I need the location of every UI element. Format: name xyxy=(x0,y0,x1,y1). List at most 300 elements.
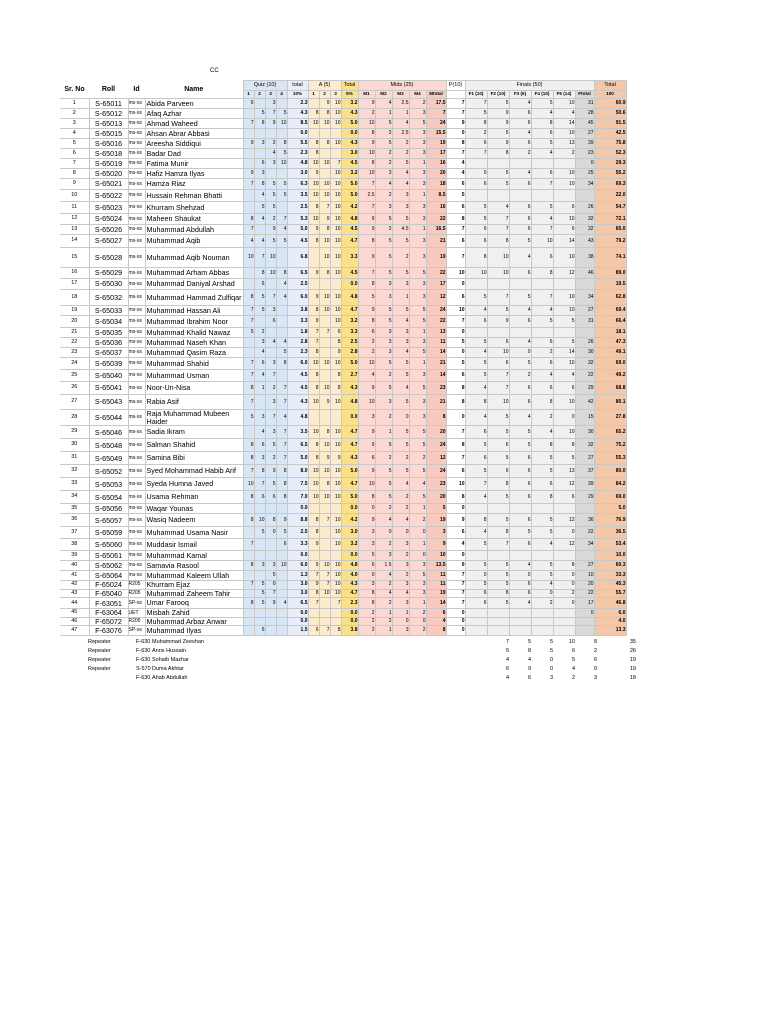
mid-cell: 4 xyxy=(392,382,409,395)
mid-col-header: Mtotal xyxy=(426,91,446,99)
table-row xyxy=(60,248,626,268)
final-cell xyxy=(509,328,531,338)
assignment-cell xyxy=(308,504,319,514)
quiz-cell: 7 xyxy=(243,539,254,551)
mid-cell: 7 xyxy=(358,179,375,190)
assignment-cell: 10 xyxy=(330,539,341,551)
final-cell: 6 xyxy=(509,581,531,590)
repeater-final-cell: 5 xyxy=(549,639,553,645)
quiz-cell: 7 xyxy=(243,465,254,478)
quiz-cell: 8 xyxy=(276,478,287,491)
assignment-cell xyxy=(308,551,319,561)
table-row xyxy=(60,328,626,338)
roll-cell: S-65027 xyxy=(89,235,128,248)
mid-cell: 2 xyxy=(392,149,409,159)
assignment-cell: 7 xyxy=(308,571,319,581)
quiz-total-cell: 3.0 xyxy=(287,169,308,179)
quiz-total-cell: 0.0 xyxy=(287,129,308,139)
id-cell: ms-ss xyxy=(128,214,145,225)
assignment-total-cell: 4.8 xyxy=(341,290,358,306)
name-cell: Hafiz Hamza Ilyas xyxy=(145,169,243,179)
grand-total-cell: 84.2 xyxy=(594,478,626,491)
assignment-cell: 8 xyxy=(319,225,330,235)
assignment-cell: 9 xyxy=(319,214,330,225)
roll-cell: S-65033 xyxy=(89,306,128,316)
final-cell: 10 xyxy=(553,179,575,190)
sr-no-cell: 40 xyxy=(60,561,89,571)
assignment-total-cell: 4.3 xyxy=(341,139,358,149)
quiz-cell: 7 xyxy=(243,306,254,316)
quiz-cell: 5 xyxy=(265,235,276,248)
roll-cell: F-65072 xyxy=(89,617,128,626)
mid-cell: 3 xyxy=(375,279,392,290)
mid-total-cell: 9 xyxy=(426,539,446,551)
grand-total-cell: 27.8 xyxy=(594,410,626,426)
quiz-col-header: 3 xyxy=(265,91,276,99)
assignment-cell: 10 xyxy=(330,190,341,202)
final-cell: 4 xyxy=(531,581,553,590)
assignment-cell: 8 xyxy=(308,109,319,119)
quiz-cell xyxy=(254,539,265,551)
mid-cell: 3 xyxy=(392,598,409,609)
p-cell: 7 xyxy=(446,248,465,268)
quiz-cell xyxy=(276,202,287,214)
quiz-cell: 3 xyxy=(254,169,265,179)
final-cell: 6 xyxy=(509,202,531,214)
assignment-total-cell: 2.8 xyxy=(341,348,358,358)
mid-cell: 7 xyxy=(358,202,375,214)
roll-cell: S-65048 xyxy=(89,439,128,452)
mid-cell: 2.5 xyxy=(358,190,375,202)
quiz-cell xyxy=(243,129,254,139)
final-cell: 7 xyxy=(487,539,509,551)
name-cell: Muhammad Usama Nasir xyxy=(145,527,243,539)
quiz-cell: 5 xyxy=(243,328,254,338)
quiz-cell: 5 xyxy=(254,290,265,306)
final-cell: 6 xyxy=(509,316,531,328)
quiz-total-cell: 5.3 xyxy=(287,214,308,225)
quiz-cell: 4 xyxy=(243,235,254,248)
assignment-total-cell: 4.3 xyxy=(341,452,358,465)
final-total-cell: 25 xyxy=(575,169,594,179)
sr-no-cell: 3 xyxy=(60,119,89,129)
id-cell: ms-ss xyxy=(128,99,145,109)
final-cell: 6 xyxy=(465,225,487,235)
assignment-cell xyxy=(330,279,341,290)
assignment-cell: 10 xyxy=(330,439,341,452)
final-total-cell: 15 xyxy=(575,410,594,426)
quiz-cell: 5 xyxy=(265,571,276,581)
roll-cell: S-65028 xyxy=(89,248,128,268)
final-cell: 7 xyxy=(487,214,509,225)
mid-cell: 2 xyxy=(392,571,409,581)
mid-cell: 2 xyxy=(375,617,392,626)
quiz-total-cell: 6.0 xyxy=(287,358,308,370)
name-cell: Muhammad Aqib Nouman xyxy=(145,248,243,268)
final-col-header: F4 (10) xyxy=(531,91,553,99)
mid-cell: 2 xyxy=(392,551,409,561)
mid-cell: 2 xyxy=(409,626,426,636)
mid-cell: 4 xyxy=(375,99,392,109)
mid-total-cell: 16 xyxy=(426,159,446,169)
assignment-total-cell: 3.0 xyxy=(341,149,358,159)
mid-cell: 1 xyxy=(409,539,426,551)
mid-cell: 2 xyxy=(358,617,375,626)
final-total-cell: 45 xyxy=(575,119,594,129)
final-cell: 4 xyxy=(487,202,509,214)
final-cell: 8 xyxy=(465,119,487,129)
table-row xyxy=(60,561,626,571)
p-cell: 7 xyxy=(446,109,465,119)
final-cell: 0 xyxy=(509,571,531,581)
quiz-cell: 6 xyxy=(254,491,265,504)
final-cell: 8 xyxy=(531,119,553,129)
quiz-cell xyxy=(276,129,287,139)
assignment-cell xyxy=(319,410,330,426)
assignment-cell: 7 xyxy=(308,338,319,348)
p-cell: 8 xyxy=(446,395,465,410)
mid-cell: 5 xyxy=(375,248,392,268)
final-total-cell: 32 xyxy=(575,439,594,452)
mid-cell: 10 xyxy=(358,395,375,410)
p-cell: 0 xyxy=(446,279,465,290)
quiz-cell: 7 xyxy=(243,316,254,328)
quiz-cell: 3 xyxy=(265,426,276,439)
table-row xyxy=(60,439,626,452)
mid-cell: 3 xyxy=(358,539,375,551)
roll-cell: S-65029 xyxy=(89,268,128,279)
name-cell: Ahsan Abrar Abbasi xyxy=(145,129,243,139)
final-total-cell: 27 xyxy=(575,306,594,316)
final-cell xyxy=(553,279,575,290)
final-cell: 6 xyxy=(531,478,553,491)
roll-cell: S-65040 xyxy=(89,370,128,382)
roll-cell: S-65054 xyxy=(89,491,128,504)
quiz-total-cell: 2.8 xyxy=(287,338,308,348)
p-cell: 6 xyxy=(446,465,465,478)
assignment-cell xyxy=(319,338,330,348)
p-cell: 9 xyxy=(446,514,465,527)
repeater-final-cell: 6 xyxy=(505,666,509,672)
mid-cell: 5 xyxy=(409,571,426,581)
mid-cell: 2 xyxy=(375,225,392,235)
assignment-cell: 9 xyxy=(308,561,319,571)
assignment-total-cell: 4.5 xyxy=(341,268,358,279)
repeater-final-cell: 3 xyxy=(549,675,553,681)
id-cell: ms-ss xyxy=(128,338,145,348)
p-cell: 9 xyxy=(446,561,465,571)
mid-cell: 10 xyxy=(358,169,375,179)
mid-total-cell: 11 xyxy=(426,571,446,581)
quiz-cell: 5 xyxy=(265,190,276,202)
quiz-cell xyxy=(243,551,254,561)
final-cell xyxy=(553,609,575,618)
final-cell: 5 xyxy=(465,290,487,306)
quiz-cell: 4 xyxy=(265,149,276,159)
assignment-total-cell: 4.8 xyxy=(341,214,358,225)
final-cell: 6 xyxy=(465,589,487,598)
quiz-total-cell: 2.3 xyxy=(287,149,308,159)
grand-total-cell: 79.2 xyxy=(594,235,626,248)
sr-no-cell: 32 xyxy=(60,465,89,478)
mid-total-cell: 14 xyxy=(426,348,446,358)
quiz-cell: 7 xyxy=(243,119,254,129)
final-cell xyxy=(553,328,575,338)
grand-total-cell: 91.5 xyxy=(594,119,626,129)
assignment-cell xyxy=(308,248,319,268)
final-total-cell xyxy=(575,617,594,626)
final-cell xyxy=(487,551,509,561)
assignment-cell: 10 xyxy=(330,478,341,491)
mid-cell: 3 xyxy=(409,109,426,119)
final-cell: 8 xyxy=(553,439,575,452)
table-row xyxy=(60,491,626,504)
mid-cell: 2 xyxy=(392,491,409,504)
quiz-cell xyxy=(254,504,265,514)
assignment-total-cell: 5.0 xyxy=(341,491,358,504)
roll-cell: S-65034 xyxy=(89,316,128,328)
quiz-cell: 8 xyxy=(243,290,254,306)
grand-total-cell: 69.4 xyxy=(594,306,626,316)
assignment-cell: 10 xyxy=(330,306,341,316)
p-cell: 0 xyxy=(446,328,465,338)
roll-cell: S-65053 xyxy=(89,478,128,491)
final-cell: 5 xyxy=(509,235,531,248)
name-cell: Muhammad Naseh Khan xyxy=(145,338,243,348)
quiz-total-cell: 6.0 xyxy=(287,561,308,571)
id-header: Id xyxy=(133,85,140,93)
quiz-cell: 4 xyxy=(276,290,287,306)
name-cell: Muhammad Shahid xyxy=(145,358,243,370)
assignment-cell: 9 xyxy=(308,316,319,328)
mid-cell: 1.5 xyxy=(375,561,392,571)
id-cell: SP-ss xyxy=(128,626,145,636)
final-total-cell: 0 xyxy=(575,159,594,169)
table-row xyxy=(60,465,626,478)
final-cell: 6 xyxy=(509,139,531,149)
p-cell: 8 xyxy=(446,214,465,225)
mid-cell: 9 xyxy=(358,99,375,109)
quiz-cell: 7 xyxy=(276,439,287,452)
mid-cell: 3 xyxy=(375,551,392,561)
final-cell: 6 xyxy=(553,382,575,395)
quiz-cell xyxy=(276,609,287,618)
final-cell xyxy=(509,617,531,626)
table-row xyxy=(60,609,626,618)
final-cell: 4 xyxy=(509,410,531,426)
mid-cell: 3 xyxy=(409,290,426,306)
sr-no-cell: 45 xyxy=(60,609,89,618)
final-cell: 6 xyxy=(465,179,487,190)
final-cell: 10 xyxy=(487,348,509,358)
sr-no-cell: 25 xyxy=(60,370,89,382)
final-cell: 6 xyxy=(509,109,531,119)
final-col-header: Ftotal xyxy=(575,91,594,99)
mid-cell: 4 xyxy=(392,514,409,527)
assignment-total-cell: 3.3 xyxy=(341,328,358,338)
mid-cell: 4 xyxy=(409,478,426,491)
quiz-cell: 5 xyxy=(243,410,254,426)
quiz-cell: 7 xyxy=(265,109,276,119)
p-cell: 7 xyxy=(446,598,465,609)
roll-cell: S-65035 xyxy=(89,328,128,338)
roll-cell: F-65024 xyxy=(89,581,128,590)
final-cell: 10 xyxy=(553,306,575,316)
id-cell: ms-ss xyxy=(128,370,145,382)
p-cell: 7 xyxy=(446,316,465,328)
quiz-cell: 3 xyxy=(265,358,276,370)
assignment-cell: 10 xyxy=(330,179,341,190)
final-cell: 10 xyxy=(553,248,575,268)
name-cell: Muhammad Abdullah xyxy=(145,225,243,235)
table-row xyxy=(60,109,626,119)
mid-total-cell: 17 xyxy=(426,279,446,290)
p-cell: 6 xyxy=(446,290,465,306)
quiz-cell xyxy=(265,169,276,179)
assignment-total-cell: 0.0 xyxy=(341,504,358,514)
assignment-total-cell: 3.2 xyxy=(341,169,358,179)
final-cell: 6 xyxy=(487,439,509,452)
grand-total-cell: 80.0 xyxy=(594,465,626,478)
grand-total-cell: 80.1 xyxy=(594,395,626,410)
sr-no-cell: 41 xyxy=(60,571,89,581)
mid-cell: 4 xyxy=(392,478,409,491)
name-cell: Areesha Siddiqui xyxy=(145,139,243,149)
final-cell: 4 xyxy=(531,539,553,551)
final-cell: 9 xyxy=(487,139,509,149)
repeater-final-cell: 5 xyxy=(549,648,553,654)
table-row xyxy=(60,225,626,235)
final-cell: 10 xyxy=(487,248,509,268)
mid-cell: 8 xyxy=(358,235,375,248)
assignment-cell xyxy=(319,617,330,626)
mid-cell: 3 xyxy=(392,581,409,590)
grand-total-cell: 69.3 xyxy=(594,179,626,190)
quiz-cell: 4 xyxy=(265,338,276,348)
name-header: Name xyxy=(184,85,204,93)
sr-no-cell: 46 xyxy=(60,617,89,626)
final-cell: 12 xyxy=(553,514,575,527)
name-cell: Khurram Ejaz xyxy=(145,581,243,590)
id-cell: ms-ss xyxy=(128,514,145,527)
final-cell: 6 xyxy=(465,452,487,465)
quiz-cell: 6 xyxy=(254,358,265,370)
sr-no-cell: 43 xyxy=(60,589,89,598)
final-cell: 8 xyxy=(487,589,509,598)
mid-total-cell: 16 xyxy=(426,202,446,214)
final-total-cell: 34 xyxy=(575,290,594,306)
name-cell: Muhammad Kamal xyxy=(145,551,243,561)
assignment-cell xyxy=(319,551,330,561)
sheet-label: CC xyxy=(210,68,219,74)
final-cell xyxy=(509,609,531,618)
id-cell: ms-ss xyxy=(128,169,145,179)
assignment-cell xyxy=(319,348,330,358)
final-cell: 9 xyxy=(487,119,509,129)
assignment-cell xyxy=(330,149,341,159)
mid-total-cell: 23 xyxy=(426,478,446,491)
final-total-cell: 27 xyxy=(575,452,594,465)
mid-cell: 5 xyxy=(392,426,409,439)
final-cell xyxy=(509,626,531,636)
assignment-cell: 10 xyxy=(330,589,341,598)
quiz-cell: 10 xyxy=(276,561,287,571)
assignment-total-cell: 4.2 xyxy=(341,202,358,214)
final-cell xyxy=(509,190,531,202)
final-cell: 5 xyxy=(487,129,509,139)
mid-cell: 5 xyxy=(375,358,392,370)
sr-no-cell: 5 xyxy=(60,139,89,149)
final-cell: 6 xyxy=(531,382,553,395)
repeater-final-cell: 0 xyxy=(549,657,553,663)
name-cell: Hamza Riaz xyxy=(145,179,243,190)
roll-cell: S-65049 xyxy=(89,452,128,465)
p-cell: 6 xyxy=(446,179,465,190)
name-cell: Usama Rehman xyxy=(145,491,243,504)
final-cell: 5 xyxy=(487,169,509,179)
final-cell: 6 xyxy=(553,202,575,214)
quiz-cell: 5 xyxy=(276,109,287,119)
final-cell: 10 xyxy=(553,395,575,410)
mid-cell: 2 xyxy=(358,109,375,119)
mid-total-cell: 12 xyxy=(426,290,446,306)
quiz-cell: 4 xyxy=(254,370,265,382)
grand-total-cell: 54.7 xyxy=(594,202,626,214)
assignment-total-cell: 3.2 xyxy=(341,539,358,551)
mid-cell: 5 xyxy=(392,465,409,478)
quiz-cell: 9 xyxy=(243,139,254,149)
mid-total-cell: 5 xyxy=(426,504,446,514)
assignment-cell: 8 xyxy=(319,109,330,119)
quiz-cell: 4 xyxy=(254,214,265,225)
repeater-final-cell: 4 xyxy=(527,657,531,663)
quiz-cell xyxy=(276,169,287,179)
assignment-cell: 10 xyxy=(308,190,319,202)
grand-total-cell: 76.9 xyxy=(594,514,626,527)
sr-no-cell: 42 xyxy=(60,581,89,590)
assignment-cell: 10 xyxy=(319,306,330,316)
name-cell: Rabia Asif xyxy=(145,395,243,410)
final-cell: 10 xyxy=(553,214,575,225)
final-cell: 4 xyxy=(509,598,531,609)
quiz-cell: 8 xyxy=(243,514,254,527)
quiz-cell: 6 xyxy=(254,279,265,290)
final-total-cell: 29 xyxy=(575,491,594,504)
quiz-cell xyxy=(243,190,254,202)
final-cell xyxy=(509,551,531,561)
mid-cell: 3 xyxy=(409,561,426,571)
roll-cell: S-65052 xyxy=(89,465,128,478)
name-cell: Raja Muhammad Mubeen Haider xyxy=(145,410,243,426)
quiz-cell xyxy=(276,306,287,316)
assignment-total-cell: 3.2 xyxy=(341,316,358,328)
name-cell: Muddasir Ismail xyxy=(145,539,243,551)
mid-total-cell: 11 xyxy=(426,581,446,590)
quiz-cell: 7 xyxy=(243,581,254,590)
table-row xyxy=(60,129,626,139)
final-total-cell: 38 xyxy=(575,248,594,268)
name-cell: Afaq Azhar xyxy=(145,109,243,119)
assignment-cell: 8 xyxy=(308,514,319,527)
p-cell: 0 xyxy=(446,410,465,426)
final-cell: 4 xyxy=(465,410,487,426)
assignment-cell: 10 xyxy=(308,358,319,370)
repeater-label: Repeater xyxy=(88,666,111,672)
quiz-total-cell: 5.5 xyxy=(287,139,308,149)
final-cell: 4 xyxy=(531,109,553,119)
quiz-total-cell: 3.3 xyxy=(287,539,308,551)
p-cell: 0 xyxy=(446,129,465,139)
